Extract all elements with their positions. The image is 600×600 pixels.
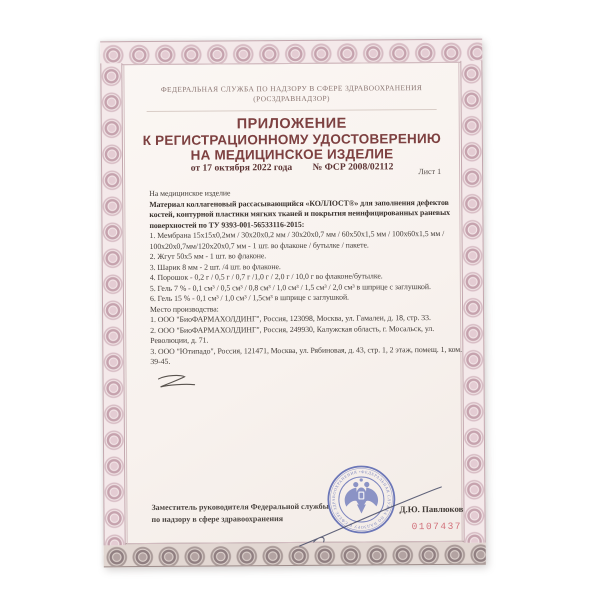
sheet-number: Лист 1 [418,166,442,177]
production-site: 2. ООО "БиоФАРМАХОЛДИНГ", Россия, 249930, Калужская область, г. Мосальск, ул. Революции, д. 71. [150,323,435,346]
document-body [149,187,462,368]
signer-title-line-2: по надзору в сфере здравоохранения [151,513,284,524]
border-pattern-top [100,39,482,66]
registration-number: № ФСР 2008/02112 [312,161,394,173]
product-description: Материал коллагеновый рассасывающийся «КОЛЛОСТ®» для заполнения дефектов костей, контурной пластики мягких тканей и покрытия неинфицированных раневых поверхностей по ТУ 9393-001-56533116-2015: [149,197,450,230]
issue-date: от 17 октября 2022 года [190,162,293,174]
product-item: 3. Шарик 8 мм - 2 шт. /4 шт. во флаконе. [149,261,281,272]
document-title [131,115,453,164]
agency-name: ФЕДЕРАЛЬНАЯ СЛУЖБА ПО НАДЗОРУ В СФЕРЕ ЗДРАВООХРАНЕНИЯ [160,83,423,94]
signer-title-line-1: Заместитель руководителя Федеральной службы [151,501,329,512]
header-divider [147,109,437,112]
title-line-2: К РЕГИСТРАЦИОННОМУ УДОСТОВЕРЕНИЮ [142,131,442,149]
production-site: 3. ООО "Ютипадо", Россия, 121471, Москва, ул. Рябиновая, д. 43, стр. 1, 2 этаж, помещ. 1, ком. 39-45. [150,344,463,367]
product-item: 5. Гель 7 % - 0,1 см³ / 0,5 см³ / 0,8 см³ / 1,0 см³ / 1,5 см³ / 2,0 см³ в шприце с заглушкой. [149,281,431,293]
signer-name: Д.Ю. Павлюков [399,503,464,515]
product-item: 6. Гель 15 % - 0,1 см³ / 1,0 см³ / 1,5см³ в шприце с заглушкой. [149,292,349,304]
signature-stroke [295,479,445,550]
border-pattern-right [460,61,485,543]
body-intro: На медицинское изделие [149,188,231,199]
agency-header [130,83,452,106]
product-item: 4. Порошок - 0,2 г / 0,5 г / 0,7 г /1,0 г / 2,0 г / 10,0 г во флаконе/бутылке. [149,271,383,283]
title-line-1: ПРИЛОЖЕНИЕ [236,115,347,133]
product-item: 2. Жгут 50х5 мм - 1 шт. во флаконе. [149,251,267,262]
title-line-3: НА МЕДИЦИНСКОЕ ИЗДЕЛИЕ [190,146,394,164]
agency-short-name: (РОСЗДРАВНАДЗОР) [253,94,330,104]
production-heading: Место производства: [150,304,219,314]
border-pattern-left [100,63,125,545]
form-serial-number: 0107437 [411,520,463,533]
handwritten-mark [154,373,200,391]
production-site: 1. ООО "БиоФАРМАХОЛДИНГ", Россия, 123098, Москва, ул. Гамалеи, д. 18, стр. 33. [150,313,431,325]
stamp-ring-text: ФЕДЕРАЛЬНАЯ СЛУЖБА ПО НАДЗОРУ В СФЕРЕ ЗДРАВООХРАНЕНИЯ • [330,468,392,531]
product-item: 1. Мембрана 15х15х0,2мм / 30х20х0,2 мм / 30х20х0,7 мм / 60х50х1,5 мм / 100х60х1,5 мм / 100х20х0,7мм/120х20х0,7 мм - 1 шт. во флаконе / бутылке / пакете. [149,229,445,251]
certificate-sheet [100,39,486,568]
